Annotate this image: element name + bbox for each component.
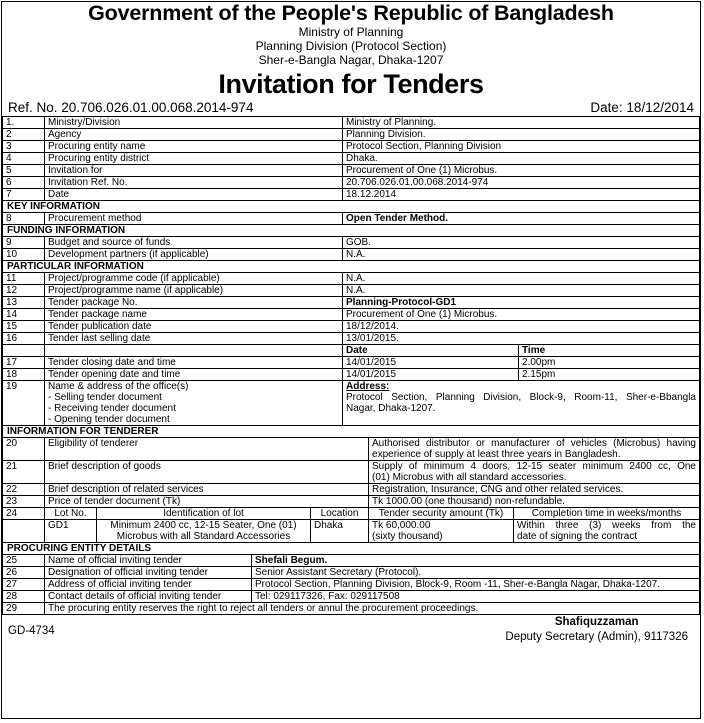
table-row xyxy=(3,285,700,297)
row-label: Development partners (if applicable) xyxy=(45,249,343,261)
row-value: Planning Division. xyxy=(343,129,700,141)
table-row xyxy=(3,579,700,591)
row-label: Date xyxy=(45,189,343,201)
table-row xyxy=(3,603,700,615)
row-number: 14 xyxy=(3,309,45,321)
row-label: Project/programme name (if applicable) xyxy=(45,285,343,297)
row-number: 20 xyxy=(3,438,45,461)
section-heading: KEY INFORMATION xyxy=(3,201,700,213)
table-row xyxy=(3,189,700,201)
row-value: Tel: 029117326, Fax: 029117508 xyxy=(252,591,700,603)
row-label: Ministry/Division xyxy=(45,117,343,129)
row-label: Tender package name xyxy=(45,309,343,321)
row-value: Open Tender Method. xyxy=(343,213,700,225)
table-row xyxy=(3,357,700,369)
row-label: Brief description of goods xyxy=(45,461,369,484)
row-label: Tender publication date xyxy=(45,321,343,333)
row-label: Invitation Ref. No. xyxy=(45,177,343,189)
table-row xyxy=(3,129,700,141)
row-number: 9 xyxy=(3,237,45,249)
row-value xyxy=(369,438,700,461)
lot-location: Dhaka xyxy=(311,520,369,543)
row-label: Invitation for xyxy=(45,165,343,177)
lot-location-header: Location xyxy=(311,508,369,520)
section-heading-row xyxy=(3,426,700,438)
table-row xyxy=(3,567,700,579)
lot-no-header: Lot No. xyxy=(45,508,97,520)
section-heading-row xyxy=(3,543,700,555)
completion-line-1: Within three (3) weeks from the xyxy=(517,520,696,531)
time-column-header: Time xyxy=(519,345,700,357)
row-value: Procurement of One (1) Microbus. xyxy=(343,165,700,177)
section-heading-row xyxy=(3,261,700,273)
row-number: 1. xyxy=(3,117,45,129)
row-value: Dhaka. xyxy=(343,153,700,165)
government-title: Government of the People's Republic of Bangladesh xyxy=(88,1,614,25)
table-row xyxy=(3,369,700,381)
table-row xyxy=(3,237,700,249)
section-heading-row xyxy=(3,201,700,213)
row-label: Contact details of official inviting tender xyxy=(45,591,252,603)
section-heading: FUNDING INFORMATION xyxy=(3,225,700,237)
row-label: Address of official inviting tender xyxy=(45,579,252,591)
lot-header-row xyxy=(3,508,700,520)
security-line-1: Tk 60,000.00 xyxy=(372,520,431,531)
notice-title: Invitation for Tenders xyxy=(218,69,484,99)
row-value: Procurement of One (1) Microbus. xyxy=(343,309,700,321)
security-line-2: (sixty thousand) xyxy=(372,531,443,542)
info-table-main xyxy=(2,116,700,438)
signatory-name: Shafiquzzaman xyxy=(554,616,639,628)
ident-line-2: Microbus with all Standard Accessories xyxy=(116,531,291,542)
table-row xyxy=(3,333,700,345)
row-number: 7 xyxy=(3,189,45,201)
lot-row xyxy=(3,520,700,543)
row-number: 3 xyxy=(3,141,45,153)
closing-time: 2.00pm xyxy=(519,357,700,369)
gd-code: GD-4734 xyxy=(8,625,55,637)
signature-block xyxy=(505,615,688,645)
lot-security-header: Tender security amount (Tk) xyxy=(369,508,514,520)
opening-time: 2.15pm xyxy=(519,369,700,381)
ident-line-1: Minimum 2400 cc, 12-15 Seater, One (01) xyxy=(110,520,297,531)
row-number: 21 xyxy=(3,461,45,484)
section-heading: PARTICULAR INFORMATION xyxy=(3,261,700,273)
lot-ident-header: Identification of lot xyxy=(97,508,311,520)
row-number: 26 xyxy=(3,567,45,579)
row-number: 2 xyxy=(3,129,45,141)
row-label: Designation of official inviting tender xyxy=(45,567,252,579)
table-row xyxy=(3,249,700,261)
row-value: N.A. xyxy=(343,249,700,261)
row-value: 13/01/2015. xyxy=(343,333,700,345)
row-value: Senior Assistant Secretary (Protocol). xyxy=(252,567,700,579)
division-name: Planning Division (Protocol Section) xyxy=(255,39,447,53)
row-value: Registration, Insurance, CNG and other related services. xyxy=(369,484,700,496)
lot-security xyxy=(369,520,514,543)
table-row xyxy=(3,213,700,225)
row-value: The procuring entity reserves the right to reject all tenders or annul the procurement proceedings. xyxy=(45,603,700,615)
value-line-1: Supply of minimum 4 doors, 12-15 seater minimum 2400 cc, One xyxy=(372,461,696,472)
row-value: Shefali Begum. xyxy=(252,555,700,567)
row-number: 8 xyxy=(3,213,45,225)
row-number: 11 xyxy=(3,273,45,285)
row-number: 24 xyxy=(3,508,45,520)
row-number: 16 xyxy=(3,333,45,345)
row-value: 20.706.026.01.00.068.2014-974 xyxy=(343,177,700,189)
row-label: Budget and source of funds xyxy=(45,237,343,249)
lot-completion xyxy=(514,520,700,543)
procuring-entity-table xyxy=(2,542,700,615)
address-title: Address: xyxy=(346,381,390,392)
table-row xyxy=(3,555,700,567)
table-row xyxy=(3,273,700,285)
ministry-name: Ministry of Planning xyxy=(298,25,404,39)
table-row xyxy=(3,591,700,603)
table-row xyxy=(3,381,700,426)
row-value: Protocol Section, Planning Division xyxy=(343,141,700,153)
lot-identification xyxy=(97,520,311,543)
row-label: Tender closing date and time xyxy=(45,357,343,369)
row-label: Procuring entity district xyxy=(45,153,343,165)
row-number: 28 xyxy=(3,591,45,603)
row-number: 5 xyxy=(3,165,45,177)
notice-footer xyxy=(2,615,700,645)
value-line-2: experience of supply at least three years in Bangladesh. xyxy=(372,449,621,460)
signatory-designation: Deputy Secretary (Admin), 9117326 xyxy=(505,631,688,643)
table-row xyxy=(3,309,700,321)
table-row xyxy=(3,117,700,129)
table-row xyxy=(3,461,700,484)
notice-date: Date: 18/12/2014 xyxy=(590,100,694,115)
row-value: Protocol Section, Planning Division, Block-9, Room -11, Sher-e-Bangla Nagar, Dhaka-1207. xyxy=(252,579,700,591)
row-label: Tender package No. xyxy=(45,297,343,309)
row-label: Eligibility of tenderer xyxy=(45,438,369,461)
row-label: Brief description of related services xyxy=(45,484,369,496)
section-heading: PROCURING ENTITY DETAILS xyxy=(3,543,700,555)
opening-label: - Opening tender document xyxy=(48,414,170,425)
completion-line-2: date of signing the contract xyxy=(517,531,638,542)
row-number: 23 xyxy=(3,496,45,508)
row-number: 18 xyxy=(3,369,45,381)
row-label: Procuring entity name xyxy=(45,141,343,153)
office-label: Name & address of the office(s) xyxy=(48,381,189,392)
row-label: Price of tender document (Tk) xyxy=(45,496,369,508)
value-line-2: (01) Microbus with all standard accessories. xyxy=(372,472,567,483)
row-value: Tk 1000.00 (one thousand) non-refundable. xyxy=(369,496,700,508)
row-number: 15 xyxy=(3,321,45,333)
row-label: Agency xyxy=(45,129,343,141)
row-value xyxy=(369,461,700,484)
row-label: Procurement method xyxy=(45,213,343,225)
table-row xyxy=(3,438,700,461)
row-number: 10 xyxy=(3,249,45,261)
row-label: Name of official inviting tender xyxy=(45,555,252,567)
row-value: 18/12/2014. xyxy=(343,321,700,333)
table-row xyxy=(3,496,700,508)
row-number: 29 xyxy=(3,603,45,615)
row-label: Tender opening date and time xyxy=(45,369,343,381)
table-row xyxy=(3,141,700,153)
table-row xyxy=(3,177,700,189)
table-row xyxy=(3,153,700,165)
row-value: 18.12.2014 xyxy=(343,189,700,201)
row-value xyxy=(343,381,700,426)
reference-number: Ref. No. 20.706.026.01.00.068.2014-974 xyxy=(8,100,254,115)
date-time-header-row xyxy=(3,345,700,357)
tender-notice xyxy=(1,1,701,719)
row-value: GOB. xyxy=(343,237,700,249)
table-row xyxy=(3,297,700,309)
row-value: Ministry of Planning. xyxy=(343,117,700,129)
row-number: 25 xyxy=(3,555,45,567)
date-column-header: Date xyxy=(343,345,519,357)
row-value: N.A. xyxy=(343,285,700,297)
row-value: N.A. xyxy=(343,273,700,285)
reference-row xyxy=(2,100,700,116)
row-number: 22 xyxy=(3,484,45,496)
table-row xyxy=(3,165,700,177)
row-label: Project/programme code (if applicable) xyxy=(45,273,343,285)
selling-label: - Selling tender document xyxy=(48,392,162,403)
section-heading-row xyxy=(3,225,700,237)
lot-number: GD1 xyxy=(45,520,97,543)
row-label xyxy=(45,381,343,426)
address-line-1: Protocol Section, Planning Division, Block-9, Room-11, Sher-e-Bbangla xyxy=(346,392,696,403)
row-number: 6 xyxy=(3,177,45,189)
table-row xyxy=(3,484,700,496)
closing-date: 14/01/2015 xyxy=(343,357,519,369)
row-value: Planning-Protocol-GD1 xyxy=(343,297,700,309)
tenderer-table xyxy=(2,437,700,543)
table-row xyxy=(3,321,700,333)
row-number: 12 xyxy=(3,285,45,297)
row-number: 19 xyxy=(3,381,45,426)
notice-header xyxy=(2,2,700,99)
address-line-2: Nagar, Dhaka-1207. xyxy=(346,403,436,414)
row-number: 4 xyxy=(3,153,45,165)
row-number: 17 xyxy=(3,357,45,369)
value-line-1: Authorised distributor or manufacturer of vehicles (Microbus) having xyxy=(372,438,696,449)
opening-date: 14/01/2015 xyxy=(343,369,519,381)
lot-completion-header: Completion time in weeks/months xyxy=(514,508,700,520)
row-number: 27 xyxy=(3,579,45,591)
office-address: Sher-e-Bangla Nagar, Dhaka-1207 xyxy=(258,53,444,67)
row-label: Tender last selling date xyxy=(45,333,343,345)
receiving-label: - Receiving tender document xyxy=(48,403,176,414)
row-number: 13 xyxy=(3,297,45,309)
section-heading: INFORMATION FOR TENDERER xyxy=(3,426,700,438)
